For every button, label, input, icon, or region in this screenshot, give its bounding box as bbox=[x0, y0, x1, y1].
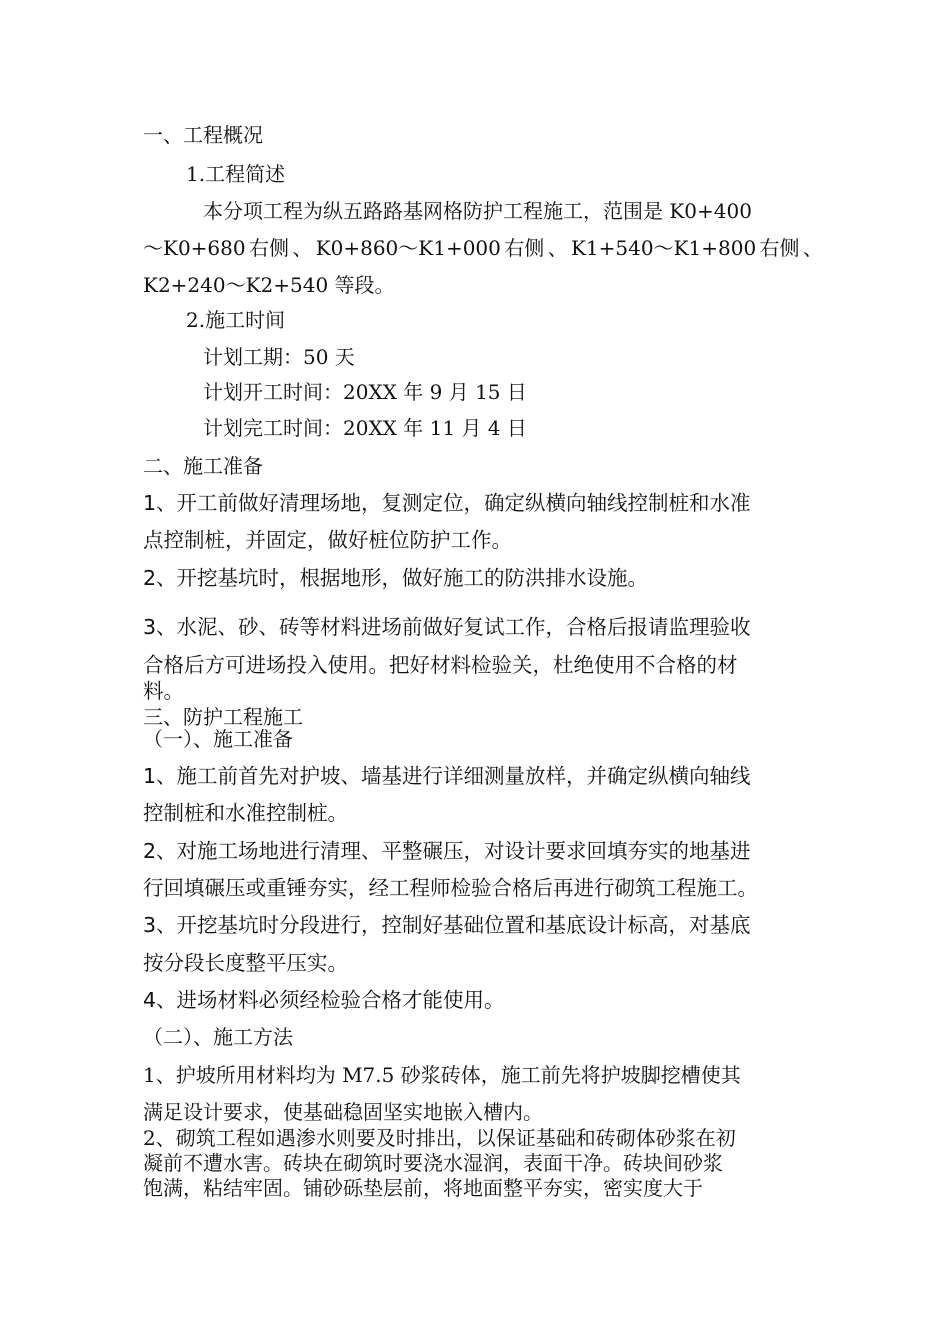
method-item-2-line: 饱满，粘结牢固。铺砂砾垫层前，将地面整平夯实，密实度大于 bbox=[143, 1176, 703, 1200]
plan-end-date: 计划完工时间：20XX 年 11 月 4 日 bbox=[203, 416, 527, 440]
overview-paragraph-line bbox=[143, 234, 823, 262]
plan-start-date: 计划开工时间：20XX 年 9 月 15 日 bbox=[203, 380, 527, 404]
text-segment: 、 bbox=[547, 236, 568, 260]
subsection-construction-prep-heading: （一）、施工准备 bbox=[143, 727, 293, 751]
prep-item-3-line: 料。 bbox=[143, 679, 184, 703]
prep-item-2: 2、开挖基坑时，根据地形，做好施工的防洪排水设施。 bbox=[143, 566, 649, 590]
section-1-heading: 一、工程概况 bbox=[143, 123, 263, 147]
method-item-2-line: 凝前不遭水害。砖块在砌筑时要浇水湿润，表面干净。砖块间砂浆 bbox=[143, 1151, 723, 1175]
text-segment: 右侧 bbox=[248, 236, 289, 260]
subsection-schedule-heading: 2.施工时间 bbox=[186, 308, 286, 332]
overview-paragraph-line: 本分项工程为纵五路路基网格防护工程施工，范围是 K0+400 bbox=[203, 199, 752, 223]
section-3-heading: 三、防护工程施工 bbox=[143, 705, 303, 729]
text-segment: K0+860～K1+000 bbox=[315, 236, 501, 260]
construction-prep-item-3-line: 3、开挖基坑时分段进行，控制好基础位置和基底设计标高，对基底 bbox=[143, 913, 751, 937]
text-segment: ～K0+680 bbox=[143, 236, 246, 260]
text-segment: K1+540～K1+800 bbox=[570, 236, 757, 260]
plan-period: 计划工期：50 天 bbox=[203, 345, 355, 369]
construction-prep-item-3-line: 按分段长度整平压实。 bbox=[143, 951, 348, 975]
text-segment: 右侧 bbox=[504, 236, 545, 260]
construction-prep-item-2-line: 2、对施工场地进行清理、平整碾压，对设计要求回填夯实的地基进 bbox=[143, 839, 751, 863]
method-item-1-line: 满足设计要求，使基础稳固坚实地嵌入槽内。 bbox=[143, 1100, 543, 1124]
text-segment: 、 bbox=[802, 236, 823, 260]
text-segment: 右侧 bbox=[759, 236, 800, 260]
construction-prep-item-2-line: 行回填碾压或重锤夯实，经工程师检验合格后再进行砌筑工程施工。 bbox=[143, 876, 758, 900]
subsection-methods-heading: （二）、施工方法 bbox=[143, 1025, 293, 1049]
subsection-overview-heading: 1.工程简述 bbox=[186, 162, 286, 186]
construction-prep-item-4: 4、进场材料必须经检验合格才能使用。 bbox=[143, 988, 505, 1012]
prep-item-3-line: 3、水泥、砂、砖等材料进场前做好复试工作，合格后报请监理验收 bbox=[143, 615, 751, 639]
method-item-2-line: 2、砌筑工程如遇渗水则要及时排出，以保证基础和砖砌体砂浆在初 bbox=[143, 1126, 736, 1150]
text-segment: 、 bbox=[292, 236, 313, 260]
prep-item-1-line: 点控制桩，并固定，做好桩位防护工作。 bbox=[143, 528, 512, 552]
prep-item-1-line: 1、开工前做好清理场地，复测定位，确定纵横向轴线控制桩和水准 bbox=[143, 491, 751, 515]
construction-prep-item-1-line: 1、施工前首先对护坡、墙基进行详细测量放样，并确定纵横向轴线 bbox=[143, 764, 751, 788]
prep-item-3-line: 合格后方可进场投入使用。把好材料检验关，杜绝使用不合格的材 bbox=[143, 653, 738, 677]
construction-prep-item-1-line: 控制桩和水准控制桩。 bbox=[143, 801, 348, 825]
method-item-1-line: 1、护坡所用材料均为 M7.5 砂浆砖体，施工前先将护坡脚挖槽使其 bbox=[143, 1063, 741, 1087]
overview-paragraph-line: K2+240～K2+540 等段。 bbox=[143, 273, 395, 297]
section-2-heading: 二、施工准备 bbox=[143, 454, 263, 478]
